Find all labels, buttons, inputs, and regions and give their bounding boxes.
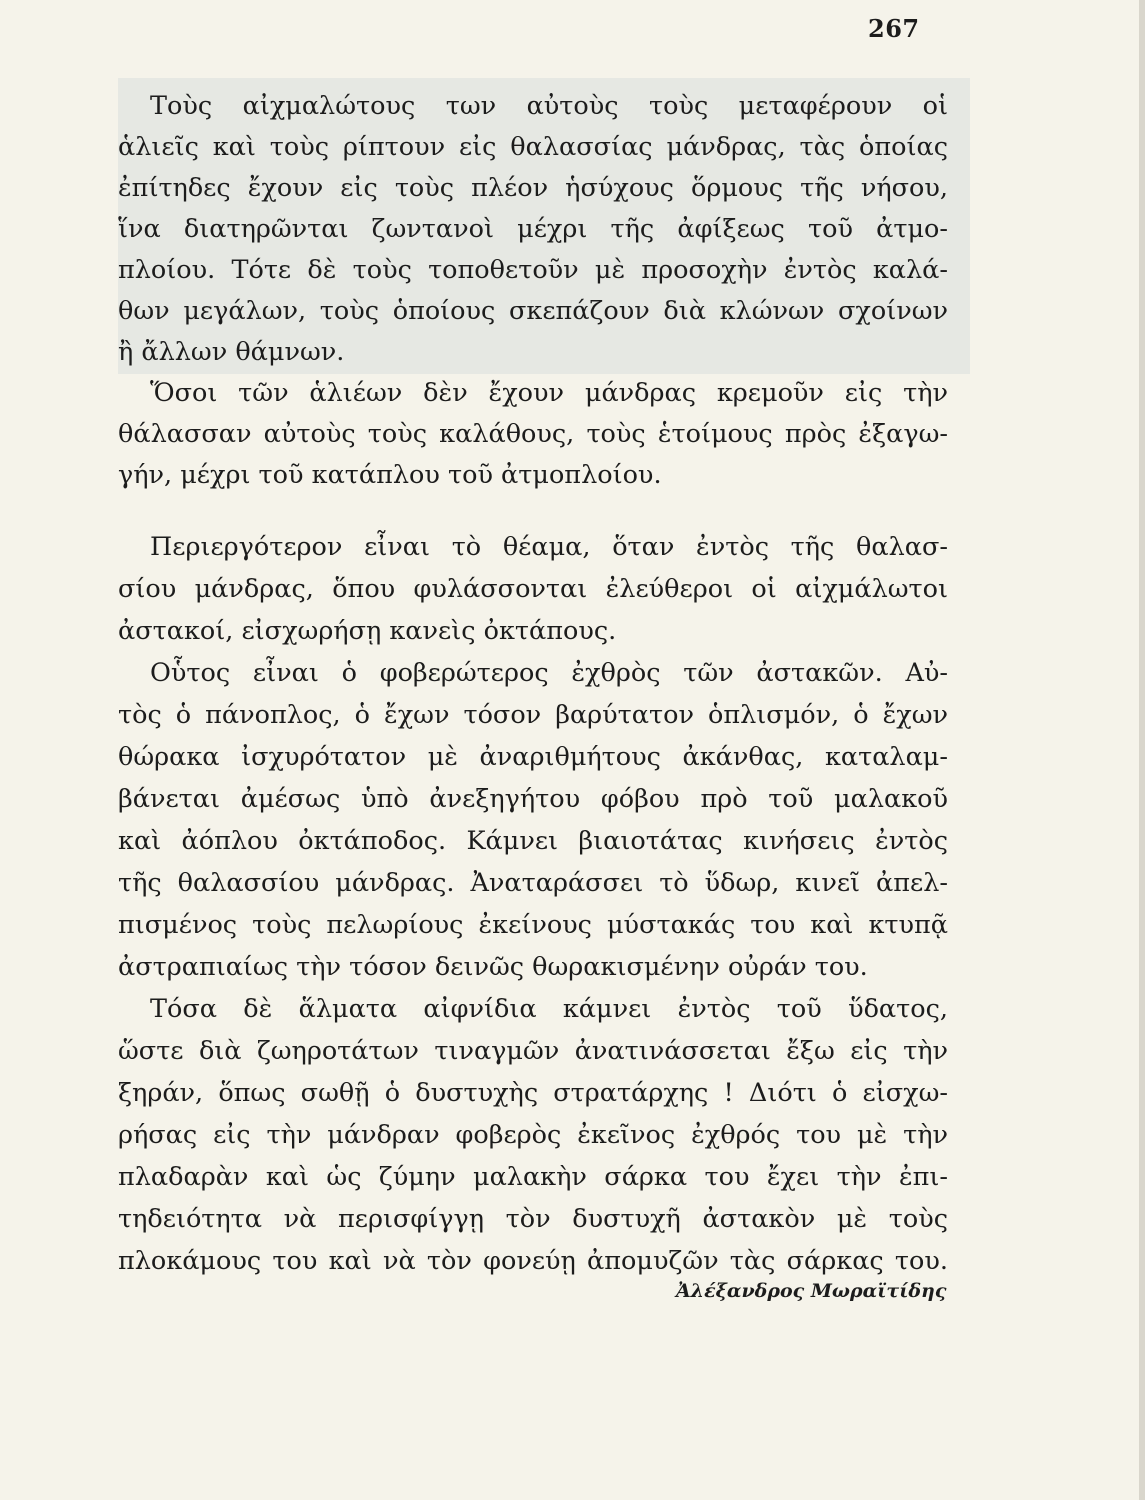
- paragraph-1-line-3: ἐπίτηδες ἔχουν εἰς τοὺς πλέον ἡσύχους ὅρμους τῆς νήσου,: [118, 173, 948, 203]
- paragraph-3-line-3: ἀστακοί, εἰσχωρήσῃ κανεὶς ὀκτάπους.: [118, 616, 617, 646]
- paragraph-4-line-1: Οὗτος εἶναι ὁ φοβερώτερος ἐχθρὸς τῶν ἀστακῶν. Αὐ-: [150, 658, 948, 688]
- paragraph-1-line-6: θων μεγάλων, τοὺς ὁποίους σκεπάζουν διὰ κλώνων σχοίνων: [118, 296, 948, 326]
- paragraph-4-line-2: τὸς ὁ πάνοπλος, ὁ ἔχων τόσον βαρύτατον ὁπλισμόν, ὁ ἔχων: [118, 700, 948, 730]
- paragraph-4-line-7: πισμένος τοὺς πελωρίους ἐκείνους μύστακάς του καὶ κτυπᾷ: [118, 910, 948, 940]
- paragraph-5-line-3: ξηράν, ὅπως σωθῇ ὁ δυστυχὴς στρατάρχης ! Διότι ὁ εἰσχω-: [118, 1078, 948, 1108]
- paragraph-5-line-6: τηδειότητα νὰ περισφίγγῃ τὸν δυστυχῆ ἀστακὸν μὲ τοὺς: [118, 1204, 948, 1234]
- paragraph-1-line-1: Τοὺς αἰχμαλώτους των αὐτοὺς τοὺς μεταφέρουν οἱ: [150, 91, 948, 121]
- paragraph-3-line-1: Περιεργότερον εἶναι τὸ θέαμα, ὅταν ἐντὸς τῆς θαλασ-: [150, 532, 948, 562]
- paragraph-1-line-2: ἁλιεῖς καὶ τοὺς ρίπτουν εἰς θαλασσίας μάνδρας, τὰς ὁποίας: [118, 132, 948, 162]
- paragraph-2-line-3: γήν, μέχρι τοῦ κατάπλου τοῦ ἀτμοπλοίου.: [118, 460, 662, 490]
- paragraph-4-line-3: θώρακα ἰσχυρότατον μὲ ἀναριθμήτους ἀκάνθας, καταλαμ-: [118, 742, 948, 772]
- author-signature: Ἀλέξανδρος Μωραϊτίδης: [676, 1280, 947, 1302]
- paragraph-5-line-2: ὥστε διὰ ζωηροτάτων τιναγμῶν ἀνατινάσσεται ἔξω εἰς τὴν: [118, 1036, 948, 1066]
- paragraph-1-line-4: ἵνα διατηρῶνται ζωντανοὶ μέχρι τῆς ἀφίξεως τοῦ ἀτμο-: [118, 214, 948, 244]
- paragraph-2-line-1: Ὅσοι τῶν ἁλιέων δὲν ἔχουν μάνδρας κρεμοῦν εἰς τὴν: [150, 378, 948, 408]
- paragraph-4-line-4: βάνεται ἀμέσως ὑπὸ ἀνεξηγήτου φόβου πρὸ τοῦ μαλακοῦ: [118, 784, 948, 814]
- paragraph-2-line-2: θάλασσαν αὐτοὺς τοὺς καλάθους, τοὺς ἑτοίμους πρὸς ἐξαγω-: [118, 419, 948, 449]
- paragraph-4-line-8: ἀστραπιαίως τὴν τόσον δεινῶς θωρακισμένην οὐράν του.: [118, 952, 868, 982]
- paragraph-1-line-7: ἢ ἄλλων θάμνων.: [118, 337, 345, 367]
- paragraph-5-line-4: ρήσας εἰς τὴν μάνδραν φοβερὸς ἐκεῖνος ἐχθρός του μὲ τὴν: [118, 1120, 948, 1150]
- page-number: 267: [868, 14, 920, 43]
- paragraph-5-line-7: πλοκάμους του καὶ νὰ τὸν φονεύῃ ἀπομυζῶν τὰς σάρκας του.: [118, 1246, 948, 1276]
- page-edge: [1139, 0, 1145, 1500]
- paragraph-5-line-5: πλαδαρὰν καὶ ὡς ζύμην μαλακὴν σάρκα του ἔχει τὴν ἐπι-: [118, 1162, 948, 1192]
- paragraph-3-line-2: σίου μάνδρας, ὅπου φυλάσσονται ἐλεύθεροι οἱ αἰχμάλωτοι: [118, 574, 948, 604]
- paragraph-4-line-6: τῆς θαλασσίου μάνδρας. Ἀναταράσσει τὸ ὕδωρ, κινεῖ ἀπελ-: [118, 868, 948, 898]
- paragraph-1-line-5: πλοίου. Τότε δὲ τοὺς τοποθετοῦν μὲ προσοχὴν ἐντὸς καλά-: [118, 255, 948, 285]
- paragraph-4-line-5: καὶ ἀόπλου ὀκτάποδος. Κάμνει βιαιοτάτας κινήσεις ἐντὸς: [118, 826, 948, 856]
- paragraph-5-line-1: Τόσα δὲ ἅλματα αἰφνίδια κάμνει ἐντὸς τοῦ ὕδατος,: [150, 994, 948, 1024]
